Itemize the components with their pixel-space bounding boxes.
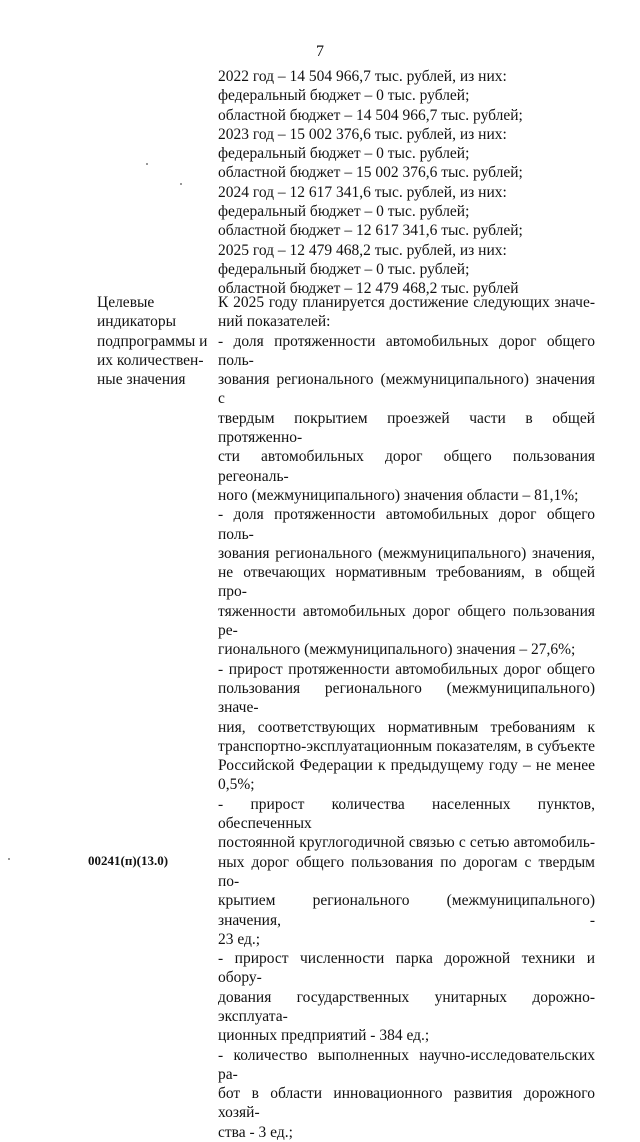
indicator-line: дования государственных унитарных дорожно-эксплуата- xyxy=(218,988,595,1025)
indicator-line: ния, соответствующих нормативным требованиям к xyxy=(218,718,595,736)
indicators-label-line: Целевые xyxy=(97,294,155,311)
scan-speck xyxy=(8,858,10,860)
funding-line: 2022 год – 14 504 966,7 тыс. рублей, из них: xyxy=(218,68,507,85)
funding-line: областной бюджет – 15 002 376,6 тыс. рублей; xyxy=(218,164,523,182)
indicator-line: твердым покрытием проезжей части в общей протяженно- xyxy=(218,409,595,447)
indicator-line: пользования регионального (межмуниципального) значе- xyxy=(218,679,595,717)
scan-speck xyxy=(180,183,182,185)
funding-line: областной бюджет – 12 617 341,6 тыс. рублей; xyxy=(218,222,523,240)
indicators-label-line: индикаторы xyxy=(97,313,177,331)
page-number: 7 xyxy=(316,43,324,60)
indicator-line: - прирост количества населенных пунктов, обеспеченных xyxy=(218,795,595,833)
indicator-line: сти автомобильных дорог общего пользования регеональ- xyxy=(218,448,595,485)
indicator-line: - количество выполненных научно-исследовательских ра- xyxy=(218,1046,595,1083)
indicator-line: зования регионального (межмуниципального) значения с xyxy=(218,371,595,408)
indicators-label-line: подпрограммы и xyxy=(97,332,208,350)
indicator-line: Российской Федерации к предыдущему году – не менее xyxy=(218,757,595,775)
indicator-line: К 2025 году планируется достижение следующих значе- xyxy=(218,294,595,311)
funding-line: областной бюджет – 14 504 966,7 тыс. рублей; xyxy=(218,106,523,124)
funding-block xyxy=(218,67,598,299)
indicator-line: ного (межмуниципального) значения области – 81,1%; xyxy=(218,486,579,504)
indicator-line: - доля протяженности автомобильных дорог общего поль- xyxy=(218,332,595,369)
indicators-label-line: их количествен- xyxy=(97,351,204,369)
funding-line: федеральный бюджет – 0 тыс. рублей; xyxy=(218,145,470,163)
indicator-line: - прирост протяженности автомобильных дорог общего xyxy=(218,660,595,678)
indicator-line: 23 ед.; xyxy=(218,930,261,948)
indicator-line: зования регионального (межмуниципального) значения, xyxy=(218,544,595,562)
indicator-line: - доля протяженности автомобильных дорог общего поль- xyxy=(218,506,595,543)
indicator-line: крытием регионального (межмуниципального) значения, - xyxy=(218,892,595,929)
indicator-line: не отвечающих нормативным требованиям, в общей про- xyxy=(218,564,595,601)
indicator-line: гионального (межмуниципального) значения – 27,6%; xyxy=(218,641,576,659)
funding-line: федеральный бюджет – 0 тыс. рублей; xyxy=(218,260,470,278)
document-code: 00241(п)(13.0) xyxy=(88,853,169,868)
indicator-line: ционных предприятий - 384 ед.; xyxy=(218,1027,430,1045)
indicator-line: транспортно-эксплуатационным показателям, в субъекте xyxy=(218,737,595,755)
indicators-label-line: ные значения xyxy=(97,371,186,389)
funding-line: федеральный бюджет – 0 тыс. рублей; xyxy=(218,87,470,105)
funding-line: 2025 год – 12 479 468,2 тыс. рублей, из них: xyxy=(218,241,507,259)
indicator-line: бот в области инновационного развития дорожного хозяй- xyxy=(218,1085,595,1122)
indicator-line: постоянной круглогодичной связью с сетью автомобиль- xyxy=(218,834,595,852)
indicator-line: ных дорог общего пользования по дорогам с твердым по- xyxy=(218,853,595,890)
indicator-line: ний показателей: xyxy=(218,313,331,331)
funding-line: федеральный бюджет – 0 тыс. рублей; xyxy=(218,203,470,221)
indicator-line: ства - 3 ед.; xyxy=(218,1123,293,1141)
funding-line: областной бюджет – 12 479 468,2 тыс. рублей xyxy=(218,280,519,298)
scan-speck xyxy=(146,163,148,165)
indicators-label xyxy=(97,293,212,389)
funding-line: 2023 год – 15 002 376,6 тыс. рублей, из них: xyxy=(218,125,507,143)
indicators-text xyxy=(218,293,595,1142)
indicator-line: - прирост численности парка дорожной техники и обору- xyxy=(218,950,595,987)
indicator-line: 0,5%; xyxy=(218,776,255,794)
indicator-line: тяженности автомобильных дорог общего пользования ре- xyxy=(218,602,595,640)
funding-line: 2024 год – 12 617 341,6 тыс. рублей, из них: xyxy=(218,183,507,201)
